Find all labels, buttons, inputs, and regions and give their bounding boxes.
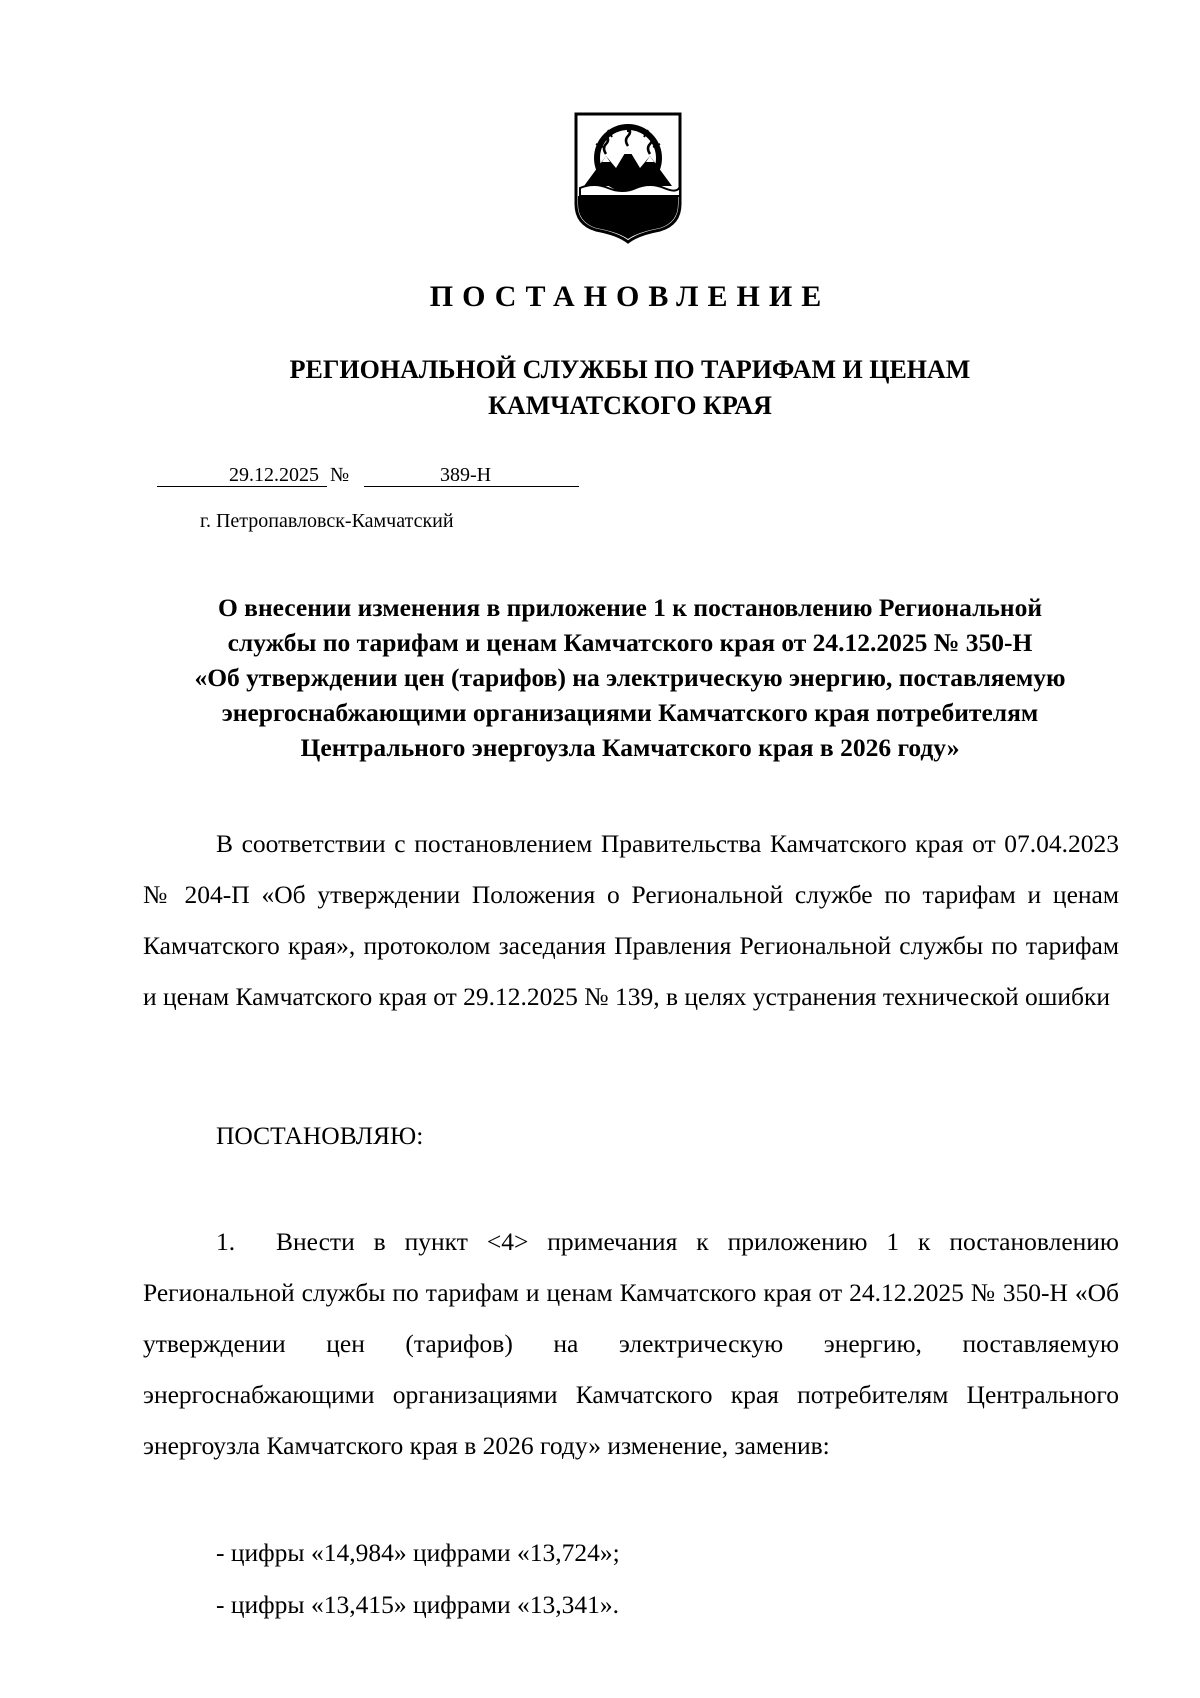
subject-line-4: энергоснабжающими организациями Камчатского края потребителям <box>221 698 1039 727</box>
subject-line-2: службы по тарифам и ценам Камчатского края от 24.12.2025 № 350-Н <box>227 628 1033 657</box>
subject-line-3: «Об утверждении цен (тарифов) на электрическую энергию, поставляемую <box>194 663 1066 692</box>
preamble-paragraph: В соответствии с постановлением Правительства Камчатского края от 07.04.2023 № 204-П «Об утверждении Положения о Региональной службе по тарифам и ценам Камчатского края», протоколом заседания Правления Региональной службы по тарифам и ценам Камчатского края от 29.12.2025 № 139, в целях устранения технической ошибки <box>143 829 1119 1011</box>
coat-of-arms-emblem <box>574 112 682 244</box>
change-2: - цифры «13,415» цифрами «13,341». <box>216 1590 619 1619</box>
subject-line-5: Центрального энергоузла Камчатского края в 2026 году» <box>300 733 960 762</box>
document-date-value: 29.12.2025 <box>229 464 319 486</box>
issuing-authority <box>0 352 1200 424</box>
authority-line-1: РЕГИОНАЛЬНОЙ СЛУЖБЫ ПО ТАРИФАМ И ЦЕНАМ <box>289 355 971 384</box>
document-number-value: 389-Н <box>440 464 492 486</box>
document-number <box>364 464 579 487</box>
change-1: - цифры «14,984» цифрами «13,724»; <box>216 1538 620 1567</box>
item-1-number: 1. <box>216 1227 236 1256</box>
authority-line-2: КАМЧАТСКОГО КРАЯ <box>488 391 772 420</box>
city-name: г. Петропавловск-Камчатский <box>200 510 454 532</box>
subject-line-1: О внесении изменения в приложение 1 к постановлению Региональной <box>217 593 1043 622</box>
resolve-heading: ПОСТАНОВЛЯЮ: <box>216 1121 424 1150</box>
document-date <box>157 464 327 487</box>
document-title: ПОСТАНОВЛЕНИЕ <box>429 280 831 313</box>
item-1-paragraph <box>143 1216 1119 1471</box>
document-subject <box>100 590 1160 765</box>
item-1-text: Внести в пункт <4> примечания к приложению 1 к постановлению Региональной службы по тарифам и ценам Камчатского края от 24.12.2025 № 350-Н «Об утверждении цен (тарифов) на электрическую энергию, поставляемую энергоснабжающими организациями Камчатского края потребителям Центрального энергоузла Камчатского края в 2026 году» изменение, заменив: <box>143 1227 1119 1460</box>
number-sign: № <box>330 464 350 486</box>
